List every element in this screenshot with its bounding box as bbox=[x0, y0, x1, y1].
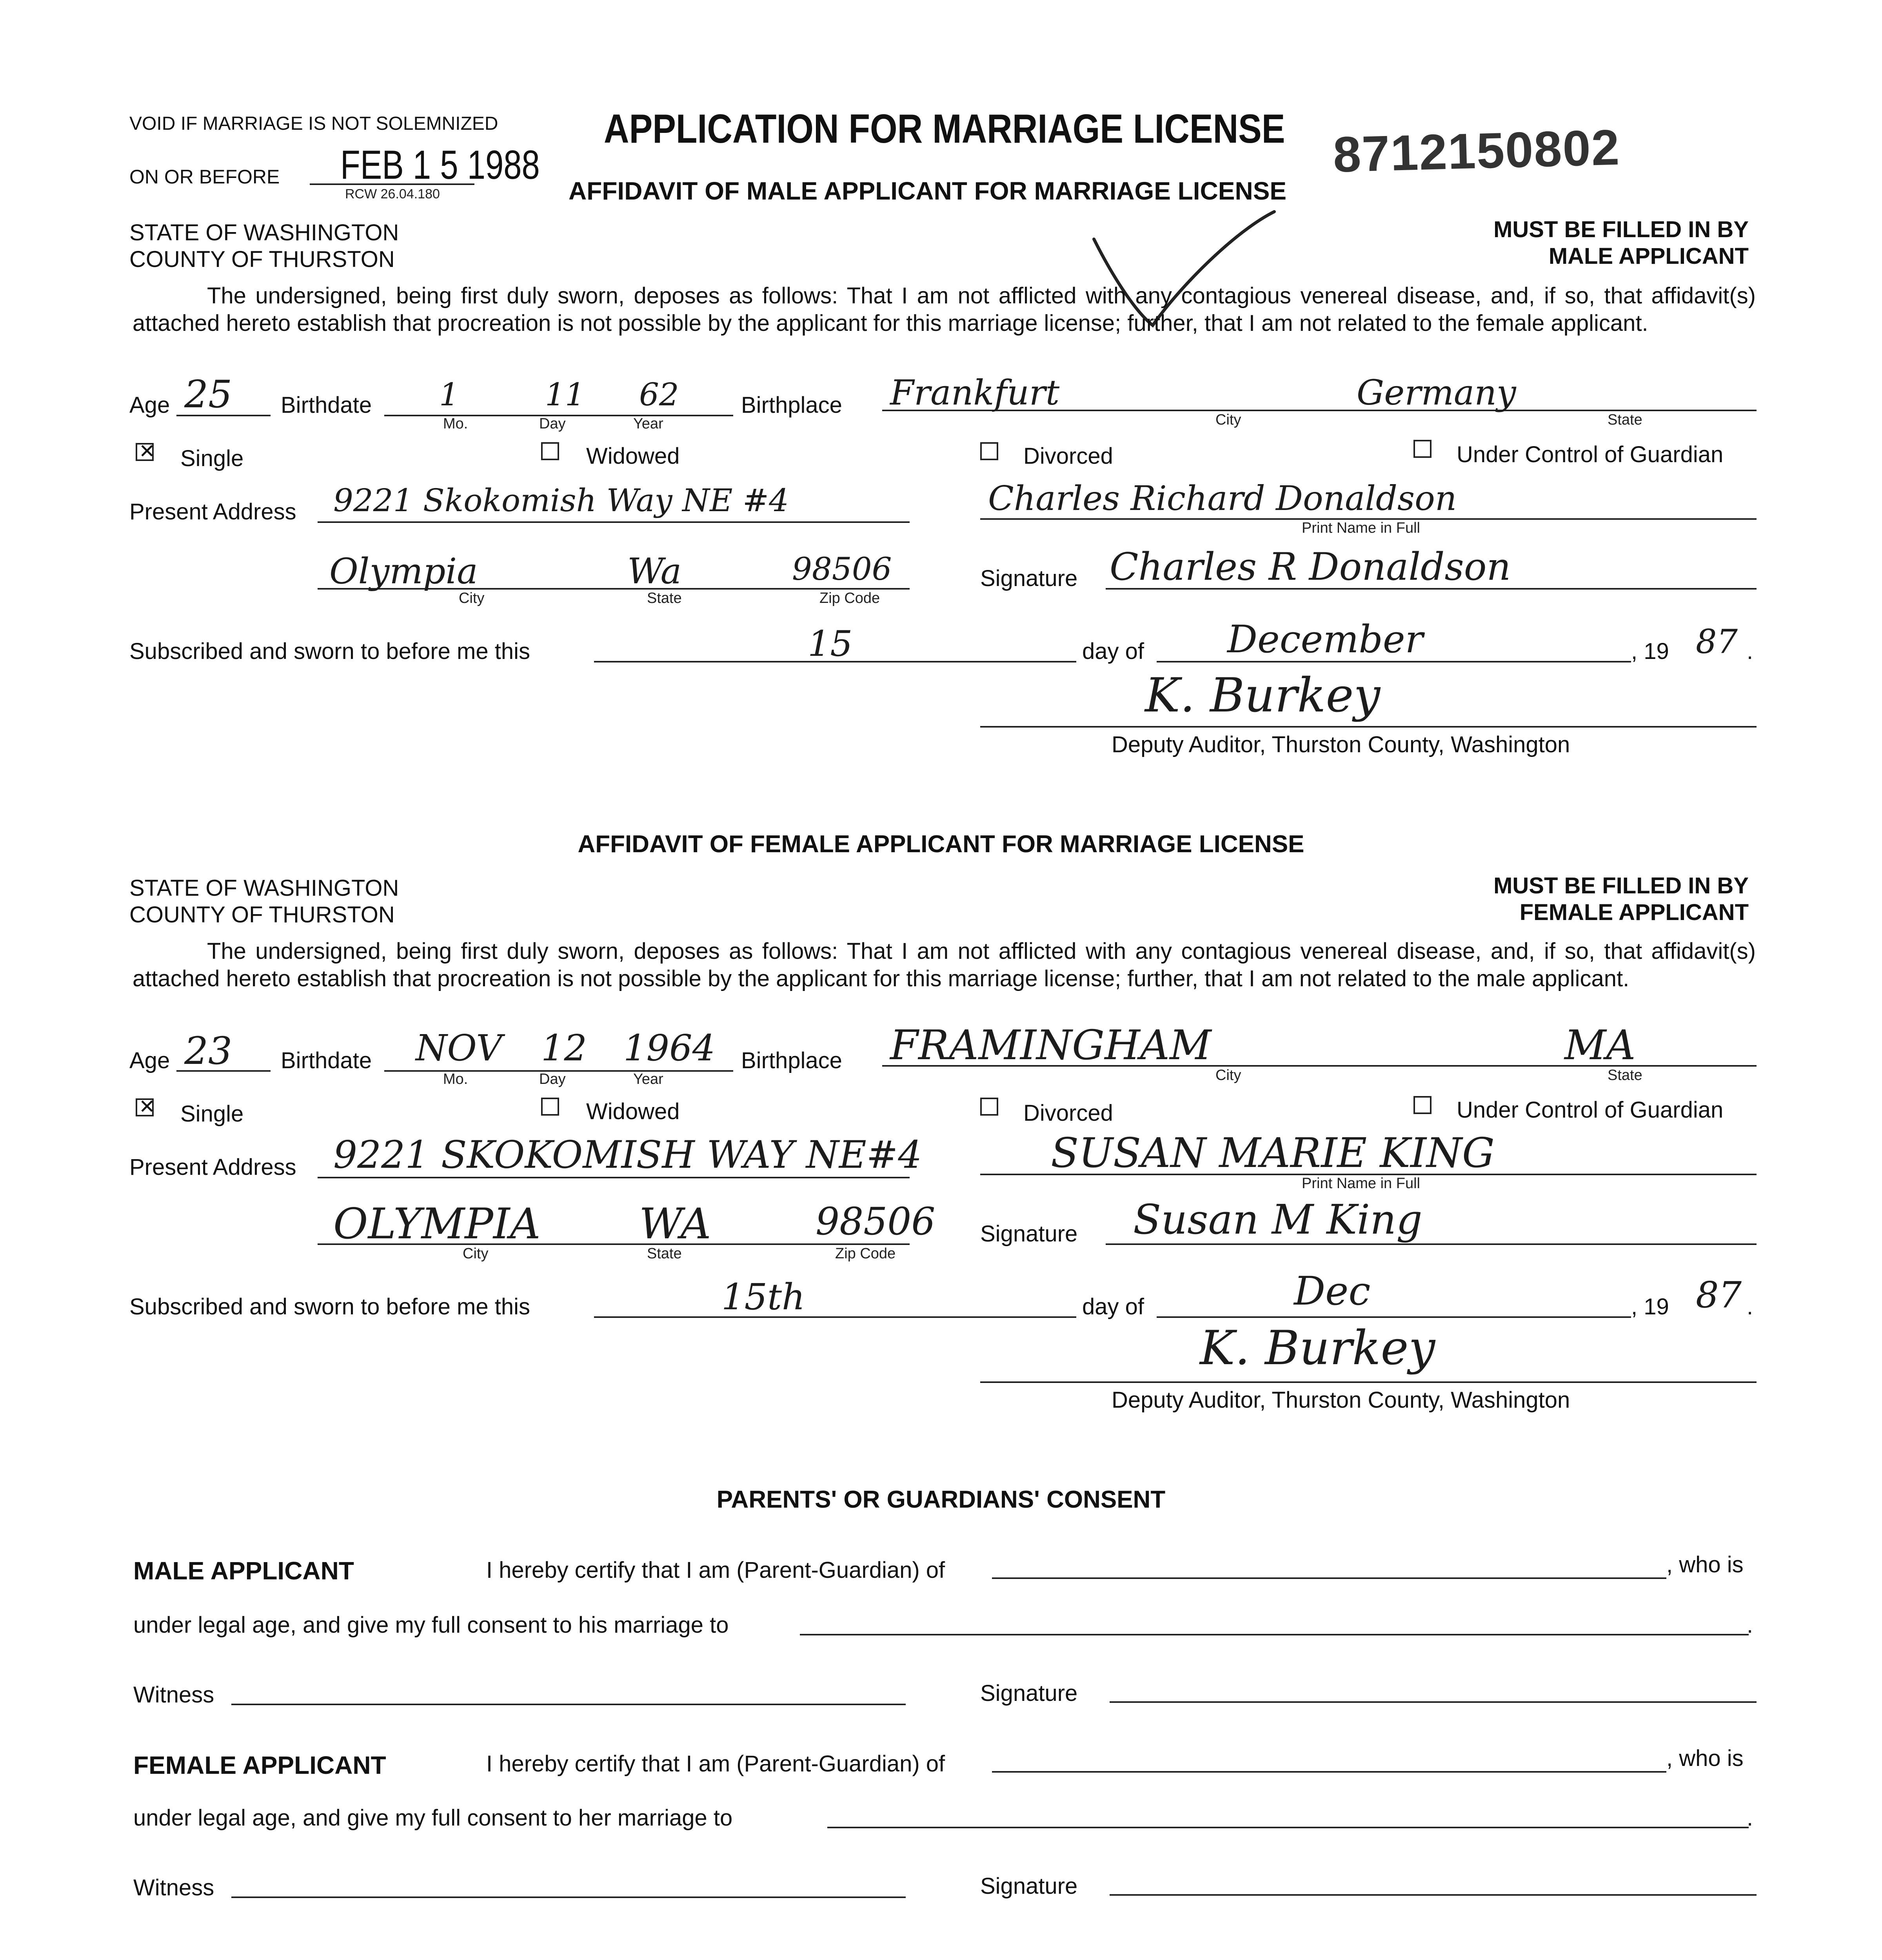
female-birthplace-city-caption: City bbox=[1215, 1067, 1241, 1083]
female-divorced-label: Divorced bbox=[1023, 1100, 1113, 1126]
void-notice: VOID IF MARRIAGE IS NOT SOLEMNIZED bbox=[129, 113, 498, 134]
consent-male-who-is: , who is bbox=[1666, 1552, 1744, 1577]
female-print-name-caption: Print Name in Full bbox=[1302, 1175, 1420, 1192]
female-sworn-month: Dec bbox=[1294, 1268, 1371, 1314]
female-sworn-year: 87 bbox=[1696, 1274, 1742, 1316]
male-single-label: Single bbox=[180, 446, 244, 471]
page-title: APPLICATION FOR MARRIAGE LICENSE bbox=[604, 106, 1285, 152]
male-sworn-day: 15 bbox=[808, 623, 853, 664]
male-city-caption: City bbox=[459, 590, 485, 606]
female-guardian-checkbox[interactable] bbox=[1413, 1096, 1431, 1114]
male-comma-19: , 19 bbox=[1631, 639, 1669, 664]
male-birthplace-state: Germany bbox=[1357, 372, 1516, 413]
consent-female-witness-label: Witness bbox=[133, 1875, 214, 1900]
male-period: . bbox=[1747, 639, 1753, 664]
male-birth-day: 11 bbox=[545, 376, 585, 413]
application-number: 8712150802 bbox=[1332, 119, 1621, 183]
female-print-name: SUSAN MARIE KING bbox=[1051, 1129, 1495, 1177]
male-addr-state: Wa bbox=[627, 551, 682, 592]
female-signature-label: Signature bbox=[980, 1221, 1078, 1247]
male-zip-caption: Zip Code bbox=[819, 590, 880, 606]
male-address-label: Present Address bbox=[129, 499, 296, 524]
male-sworn-year: 87 bbox=[1696, 622, 1738, 661]
rcw-reference: RCW 26.04.180 bbox=[345, 187, 440, 201]
consent-female-consent-text: under legal age, and give my full consent to her marriage to bbox=[133, 1805, 733, 1831]
on-or-before-label: ON OR BEFORE bbox=[129, 166, 280, 188]
male-state-caption: State bbox=[647, 590, 682, 606]
male-divorced-label: Divorced bbox=[1023, 443, 1113, 469]
female-day-caption: Day bbox=[539, 1071, 566, 1087]
male-year-caption: Year bbox=[633, 416, 663, 432]
consent-heading: PARENTS' OR GUARDIANS' CONSENT bbox=[716, 1486, 1166, 1513]
male-state: STATE OF WASHINGTON bbox=[129, 220, 399, 245]
female-state-caption: State bbox=[647, 1245, 682, 1262]
female-age-label: Age bbox=[129, 1048, 170, 1073]
male-zip: 98506 bbox=[792, 551, 892, 587]
female-city-caption: City bbox=[463, 1245, 489, 1262]
male-guardian-checkbox[interactable] bbox=[1413, 440, 1431, 458]
male-mo-caption: Mo. bbox=[443, 416, 468, 432]
female-comma-19: , 19 bbox=[1631, 1294, 1669, 1319]
male-address: 9221 Skokomish Way NE #4 bbox=[333, 482, 789, 519]
male-deputy-signature: K. Burkey bbox=[1145, 668, 1381, 723]
female-guardian-label: Under Control of Guardian bbox=[1457, 1097, 1724, 1123]
male-birthplace-label: Birthplace bbox=[741, 392, 842, 418]
female-birthdate-label: Birthdate bbox=[281, 1048, 372, 1073]
consent-female-signature-label: Signature bbox=[980, 1873, 1078, 1899]
female-age: 23 bbox=[184, 1029, 233, 1073]
male-birth-year: 62 bbox=[639, 376, 679, 413]
female-sworn-day: 15th bbox=[721, 1276, 805, 1318]
male-day-of-label: day of bbox=[1082, 639, 1144, 664]
female-must-fill-1: MUST BE FILLED IN BY bbox=[1493, 873, 1749, 898]
female-day-of-label: day of bbox=[1082, 1294, 1144, 1319]
male-day-caption: Day bbox=[539, 416, 566, 432]
female-zip: 98506 bbox=[816, 1200, 936, 1243]
consent-male-signature-label: Signature bbox=[980, 1681, 1078, 1706]
male-sworn-label: Subscribed and sworn to before me this bbox=[129, 639, 530, 664]
female-widowed-label: Widowed bbox=[586, 1099, 680, 1124]
female-sworn-label: Subscribed and sworn to before me this bbox=[129, 1294, 530, 1319]
female-signature: Susan M King bbox=[1133, 1196, 1422, 1243]
male-widowed-checkbox[interactable] bbox=[541, 442, 559, 460]
male-affidavit-heading: AFFIDAVIT OF MALE APPLICANT FOR MARRIAGE LICENSE bbox=[569, 177, 1287, 205]
consent-female-period: . bbox=[1747, 1805, 1753, 1831]
male-print-name-caption: Print Name in Full bbox=[1302, 520, 1420, 536]
female-address: 9221 SKOKOMISH WAY NE#4 bbox=[333, 1133, 922, 1177]
male-divorced-checkbox[interactable] bbox=[980, 442, 998, 460]
consent-female-who-is: , who is bbox=[1666, 1746, 1744, 1771]
male-must-fill-1: MUST BE FILLED IN BY bbox=[1493, 217, 1749, 242]
female-widowed-checkbox[interactable] bbox=[541, 1098, 559, 1116]
on-or-before-date: FEB 1 5 1988 bbox=[340, 142, 540, 188]
male-print-name: Charles Richard Donaldson bbox=[988, 479, 1457, 518]
female-birthplace-label: Birthplace bbox=[741, 1048, 842, 1073]
male-guardian-label: Under Control of Guardian bbox=[1457, 442, 1724, 467]
female-deputy-signature: K. Burkey bbox=[1200, 1321, 1435, 1376]
male-age-label: Age bbox=[129, 392, 170, 418]
female-address-label: Present Address bbox=[129, 1154, 296, 1180]
female-period: . bbox=[1747, 1294, 1753, 1319]
male-birthdate-label: Birthdate bbox=[281, 392, 372, 418]
male-must-fill-2: MALE APPLICANT bbox=[1548, 243, 1749, 269]
female-birthplace-state: MA bbox=[1564, 1021, 1636, 1069]
male-birth-month: 1 bbox=[439, 376, 459, 413]
male-birthplace-city: Frankfurt bbox=[890, 372, 1060, 413]
male-age: 25 bbox=[184, 372, 233, 416]
male-city: Olympia bbox=[329, 551, 478, 592]
consent-female-certify: I hereby certify that I am (Parent-Guardian) of bbox=[486, 1751, 945, 1777]
female-oath: The undersigned, being first duly sworn, deposes as follows: That I am not afflicted with any contagious venereal disease, and, if so, that affidavit(s) attached hereto establish that procreation is not possible by the applicant for this marriage license; further, that I am not related to the male applicant. bbox=[133, 938, 1756, 991]
consent-male-certify: I hereby certify that I am (Parent-Guardian) of bbox=[486, 1557, 945, 1583]
female-single-label: Single bbox=[180, 1101, 244, 1127]
female-affidavit-heading: AFFIDAVIT OF FEMALE APPLICANT FOR MARRIAGE LICENSE bbox=[578, 831, 1304, 858]
female-divorced-checkbox[interactable] bbox=[980, 1098, 998, 1116]
male-sworn-month: December bbox=[1227, 617, 1423, 661]
female-county: COUNTY OF THURSTON bbox=[129, 902, 395, 927]
consent-male-label: MALE APPLICANT bbox=[133, 1557, 354, 1585]
male-birthplace-city-caption: City bbox=[1215, 412, 1241, 428]
female-birth-month: NOV bbox=[416, 1027, 502, 1069]
female-city: OLYMPIA bbox=[333, 1200, 541, 1249]
female-must-fill-2: FEMALE APPLICANT bbox=[1519, 900, 1749, 925]
male-oath: The undersigned, being first duly sworn, deposes as follows: That I am not afflicted with any contagious venereal disease, and, if so, that affidavit(s) attached hereto establish that procreation is not possible by the applicant for this marriage license; further, that I am not related to the female applicant. bbox=[133, 283, 1756, 336]
male-deputy-caption: Deputy Auditor, Thurston County, Washington bbox=[1112, 732, 1570, 757]
female-addr-state: WA bbox=[639, 1200, 711, 1249]
consent-male-period: . bbox=[1747, 1612, 1753, 1638]
female-year-caption: Year bbox=[633, 1071, 663, 1087]
male-single-checkbox[interactable]: ✕ bbox=[136, 443, 154, 461]
male-signature-label: Signature bbox=[980, 566, 1078, 591]
female-deputy-caption: Deputy Auditor, Thurston County, Washington bbox=[1112, 1387, 1570, 1413]
male-widowed-label: Widowed bbox=[586, 443, 680, 469]
female-birth-day: 12 bbox=[541, 1027, 587, 1069]
male-birthplace-state-caption: State bbox=[1608, 412, 1642, 428]
consent-female-label: FEMALE APPLICANT bbox=[133, 1751, 386, 1779]
male-county: COUNTY OF THURSTON bbox=[129, 247, 395, 272]
male-signature: Charles R Donaldson bbox=[1110, 545, 1511, 589]
female-birth-year: 1964 bbox=[623, 1027, 716, 1069]
consent-male-consent-text: under legal age, and give my full consent to his marriage to bbox=[133, 1612, 729, 1638]
consent-male-witness-label: Witness bbox=[133, 1682, 214, 1708]
female-state: STATE OF WASHINGTON bbox=[129, 875, 399, 901]
female-birthplace-state-caption: State bbox=[1608, 1067, 1642, 1083]
female-single-checkbox[interactable]: ✕ bbox=[136, 1098, 154, 1116]
female-zip-caption: Zip Code bbox=[835, 1245, 896, 1262]
female-birthplace-city: FRAMINGHAM bbox=[890, 1021, 1212, 1069]
female-mo-caption: Mo. bbox=[443, 1071, 468, 1087]
